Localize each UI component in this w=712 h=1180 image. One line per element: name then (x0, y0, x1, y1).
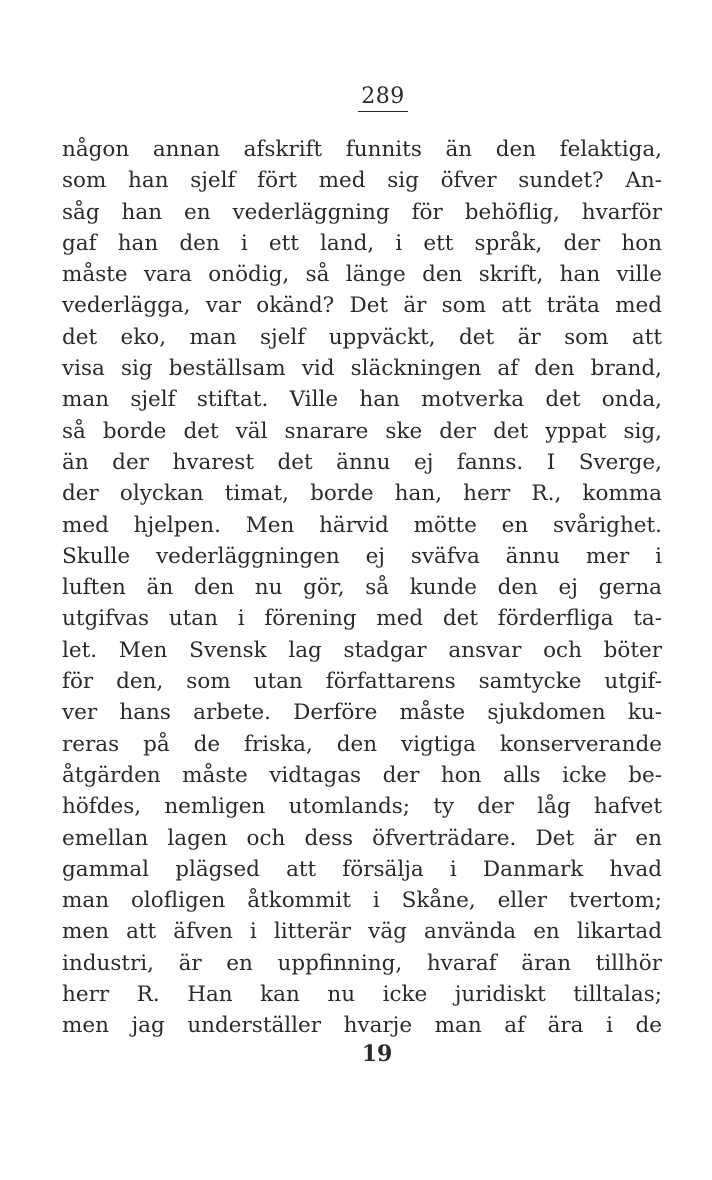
text-line: visa sig beställsam vid släckningen af den brand, (62, 356, 662, 382)
text-line: emellan lagen och dess öfverträdare. Det är en (62, 825, 662, 851)
signature-mark (0, 1041, 712, 1067)
page-number-text: 289 (358, 84, 408, 112)
text-line: men jag underställer hvarje man af ära i de (62, 1013, 662, 1039)
text-line: så borde det väl snarare ske der det yppat sig, (62, 418, 662, 444)
text-line: det eko, man sjelf uppväckt, det är som att (62, 324, 662, 350)
text-line: man olofligen åtkommit i Skåne, eller tvertom; (62, 888, 662, 914)
text-line: gammal plägsed att försälja i Danmark hvad (62, 856, 662, 882)
signature-text: 19 (361, 1041, 393, 1067)
text-line: vederlägga, var okänd? Det är som att träta med (62, 293, 662, 319)
page-number (0, 84, 712, 112)
text-line: för den, som utan författarens samtycke utgif- (62, 669, 662, 695)
text-line: höfdes, nemligen utomlands; ty der låg hafvet (62, 794, 662, 820)
text-line: let. Men Svensk lag stadgar ansvar och böter (62, 637, 662, 663)
text-line: som han sjelf fört med sig öfver sundet? An- (62, 168, 662, 194)
text-line: gaf han den i ett land, i ett språk, der hon (62, 230, 662, 256)
text-line: man sjelf stiftat. Ville han motverka det onda, (62, 387, 662, 413)
text-line: utgifvas utan i förening med det förderfliga ta- (62, 606, 662, 632)
text-line: Skulle vederläggningen ej sväfva ännu mer i (62, 543, 662, 569)
text-line: än der hvarest det ännu ej fanns. I Sverge, (62, 449, 662, 475)
text-line: ver hans arbete. Derföre måste sjukdomen ku- (62, 700, 662, 726)
text-line: luften än den nu gör, så kunde den ej gerna (62, 575, 662, 601)
text-line: såg han en vederläggning för behöflig, hvarför (62, 199, 662, 225)
text-line: reras på de friska, den vigtiga konserverande (62, 731, 662, 757)
text-line: der olyckan timat, borde han, herr R., komma (62, 481, 662, 507)
text-line: industri, är en uppfinning, hvaraf äran tillhör (62, 950, 662, 976)
body-text (62, 134, 662, 1042)
text-line: med hjelpen. Men härvid mötte en svårighet. (62, 512, 662, 538)
text-line: någon annan afskrift funnits än den felaktiga, (62, 137, 662, 162)
text-line: men att äfven i litterär väg använda en likartad (62, 919, 662, 945)
text-line: åtgärden måste vidtagas der hon alls icke be- (62, 762, 662, 788)
text-line: måste vara onödig, så länge den skrift, han ville (62, 262, 662, 288)
text-line: herr R. Han kan nu icke juridiskt tilltalas; (62, 982, 662, 1008)
